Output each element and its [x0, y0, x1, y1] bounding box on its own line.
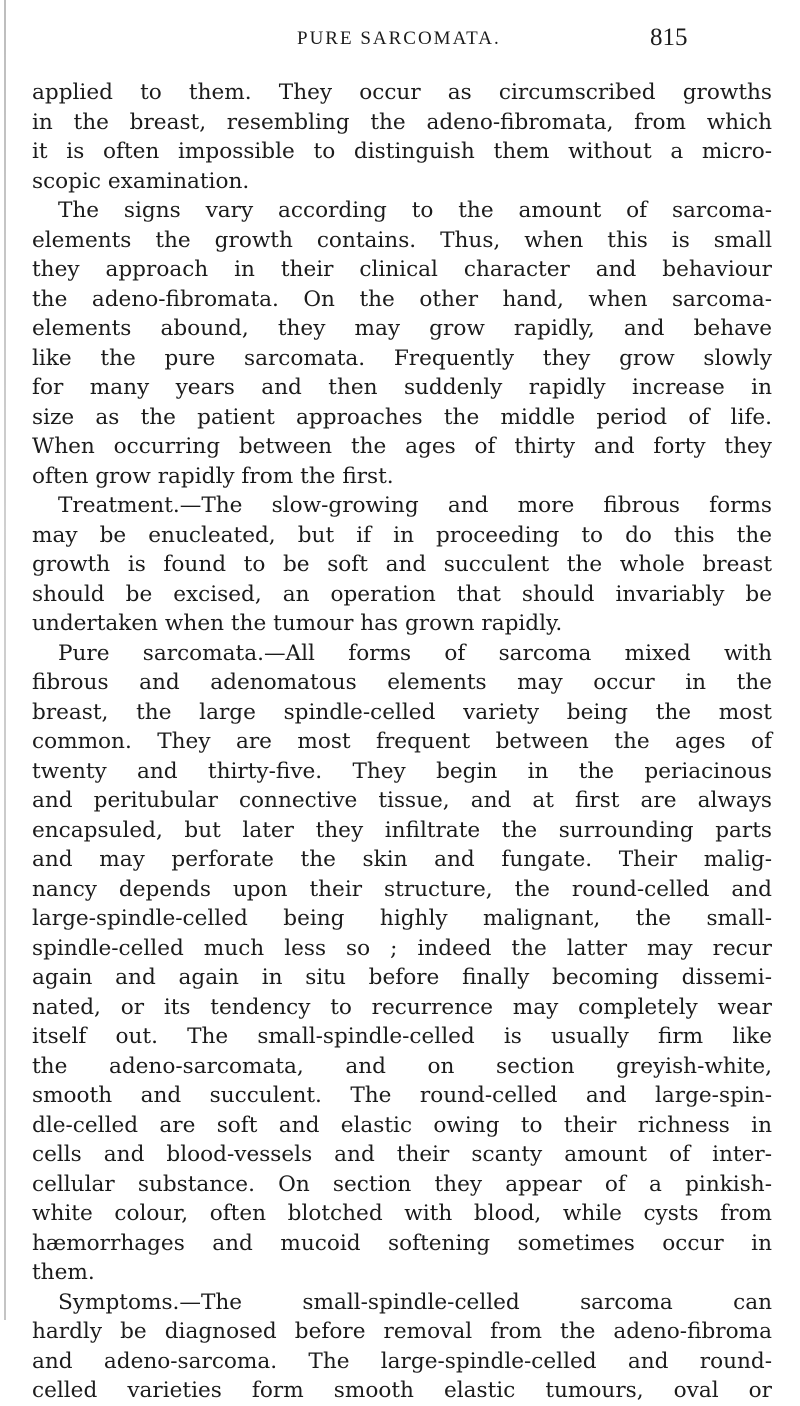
text-line: When occurring between the ages of thirty and forty they	[32, 434, 772, 459]
text-line: nancy depends upon their structure, the round-celled and	[32, 876, 772, 902]
text-line: large-spindle-celled being highly malignant, the small-	[32, 906, 772, 931]
text-line: size as the patient approaches the middle period of life.	[32, 404, 772, 430]
text-line: like the pure sarcomata. Frequently they grow slowly	[32, 345, 772, 371]
text-line: spindle-celled much less so ; indeed the latter may recur	[32, 935, 772, 961]
text-line: hardly be diagnosed before removal from the adeno-fibroma	[32, 1319, 772, 1344]
text-line: it is often impossible to distinguish them without a micro-	[32, 139, 772, 164]
running-title: PURE SARCOMATA.	[297, 28, 501, 49]
page-number: 815	[650, 24, 688, 51]
text-line: and may perforate the skin and fungate. Their malig-	[32, 847, 772, 872]
text-line: smooth and succulent. The round-celled and large-spin-	[32, 1083, 772, 1108]
paragraph-pure-sarcomata-start: Pure sarcomata.—All forms of sarcoma mixed with	[58, 640, 772, 666]
text-line: should be excised, an operation that should invariably be	[32, 581, 772, 607]
text-line: again and again in situ before finally becoming dissemi-	[32, 965, 772, 990]
text-line: undertaken when the tumour has grown rapidly.	[32, 611, 563, 636]
text-line: encapsuled, but later they infiltrate the surrounding parts	[32, 817, 772, 843]
text-line: cells and blood-vessels and their scanty amount of inter-	[32, 1142, 772, 1167]
paragraph-treatment-start: Treatment.—The slow-growing and more fibrous forms	[58, 493, 772, 518]
text-line: common. They are most frequent between the ages of	[32, 729, 772, 754]
body-text	[32, 78, 772, 1406]
text-line: they approach in their clinical character and behaviour	[32, 257, 772, 282]
text-line: the adeno-sarcomata, and on section greyish-white,	[32, 1053, 772, 1079]
text-line: scopic examination.	[32, 168, 250, 194]
paragraph-symptoms-start: Symptoms.—The small-spindle-celled sarcoma can	[58, 1289, 772, 1315]
text-line: white colour, often blotched with blood, while cysts from	[32, 1201, 772, 1226]
text-line: dle-celled are soft and elastic owing to their richness in	[32, 1112, 772, 1138]
text-line: for many years and then suddenly rapidly increase in	[32, 375, 772, 400]
text-line: in the breast, resembling the adeno-fibromata, from which	[32, 109, 772, 135]
text-line: growth is found to be soft and succulent the whole breast	[32, 552, 772, 577]
text-line: breast, the large spindle-celled variety being the most	[32, 699, 772, 725]
text-line: fibrous and adenomatous elements may occur in the	[32, 670, 772, 695]
text-line: twenty and thirty-five. They begin in the periacinous	[32, 758, 772, 784]
text-line: often grow rapidly from the first.	[32, 463, 394, 489]
text-line: cellular substance. On section they appear of a pinkish-	[32, 1171, 772, 1197]
text-line: celled varieties form smooth elastic tumours, oval or	[32, 1378, 772, 1403]
paragraph-signs-start: The signs vary according to the amount of sarcoma-	[58, 198, 772, 223]
text-line: itself out. The small-spindle-celled is usually firm like	[32, 1024, 772, 1049]
text-line: and adeno-sarcoma. The large-spindle-celled and round-	[32, 1348, 772, 1374]
text-line: nated, or its tendency to recurrence may completely wear	[32, 994, 772, 1020]
text-line: elements abound, they may grow rapidly, and behave	[32, 316, 772, 341]
text-line: them.	[32, 1260, 95, 1285]
text-line: hæmorrhages and mucoid softening sometimes occur in	[32, 1230, 772, 1256]
text-line: may be enucleated, but if in proceeding to do this the	[32, 522, 772, 548]
text-line: elements the growth contains. Thus, when this is small	[32, 227, 772, 253]
text-line: and peritubular connective tissue, and at first are always	[32, 788, 772, 813]
text-line: applied to them. They occur as circumscribed growths	[32, 80, 772, 105]
text-line: the adeno-fibromata. On the other hand, when sarcoma-	[32, 286, 772, 312]
page-binding-edge	[4, 0, 6, 1320]
